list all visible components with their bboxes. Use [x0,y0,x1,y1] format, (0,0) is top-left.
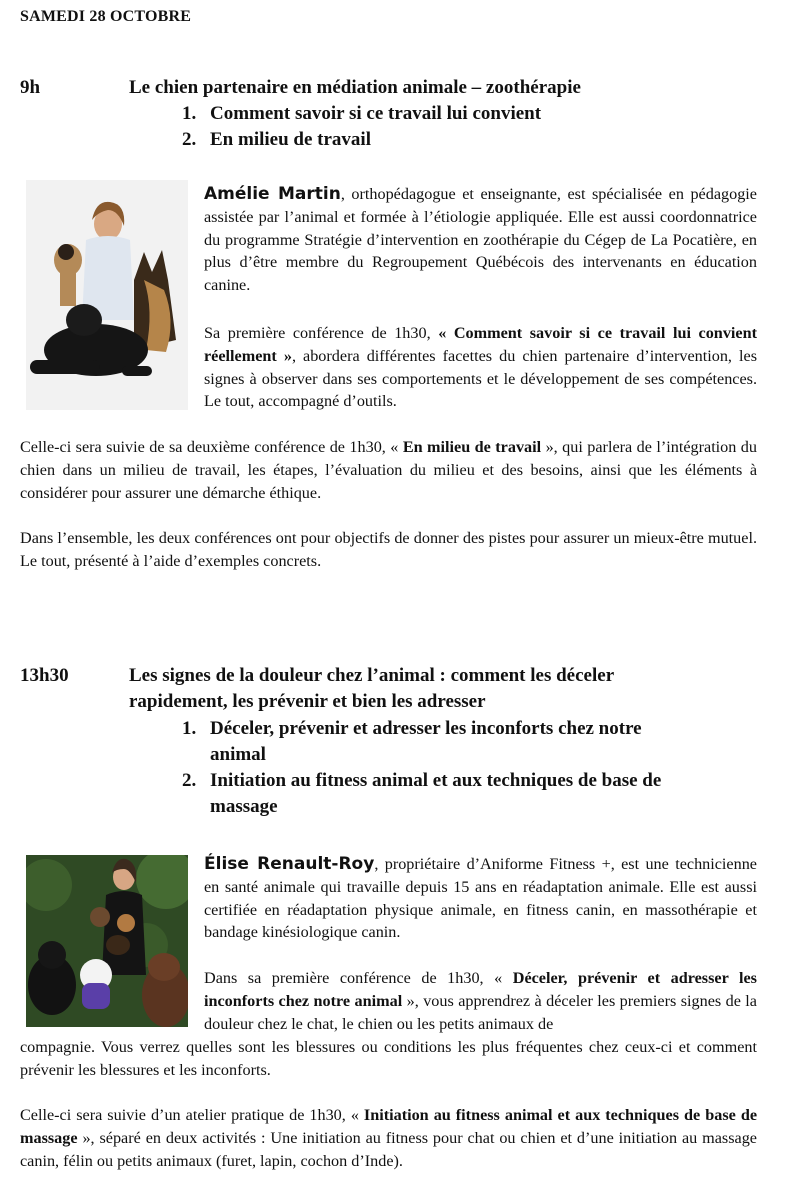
session-1-paragraph-3: Celle-ci sera suivie de sa deuxième conférence de 1h30, « En milieu de travail », qui parlera de l’intégration du chien dans un milieu de travail, les étapes, l’évaluation du milieu et des besoins, ainsi que les éléments à considérer pour assurer une démarche éthique. [20,438,757,502]
session-2-paragraph-3: Celle-ci sera suivie d’un atelier pratique de 1h30, « Initiation au fitness animal et aux techniques de base de massage », séparé en deux activités : Une initiation au fitness pour chat ou chien et d’une initiation au massage canin, félin ou petits animaux (furet, lapin, cochon d’Inde). [20,1106,758,1170]
speaker-name-elise: Élise Renault-Roy [204,854,375,874]
session-2-list [182,716,661,820]
session-2-title: Les signes de la douleur chez l’animal : comment les déceler rapidement, les prévenir et bien les adresser [129,665,615,712]
speaker-photo-amelie [26,180,188,410]
session-1-item-2: 2. En milieu de travail [182,129,371,150]
session-2-paragraph-2: Dans sa première conférence de 1h30, « Déceler, prévenir et adresser les inconforts chez notre animal », vous apprendrez à déceler les premiers signes de la douleur chez le chat, le chien ou les petits animaux de [204,969,757,1033]
session-1-item-1: 1. Comment savoir si ce travail lui convient [182,103,542,124]
session-2-item-1: 1. Déceler, prévenir et adresser les inconforts chez notre animal [182,718,642,765]
speaker-photo-elise [26,855,188,1027]
session-1-paragraph-2: Sa première conférence de 1h30, « Comment savoir si ce travail lui convient réellement », abordera différentes facettes du chien partenaire d’intervention, les signes à observer dans ses comportements et le développement de ses compétences. Le tout, accompagné d’outils. [204,324,757,411]
session-1-title: Le chien partenaire en médiation animale – zoothérapie [129,77,581,98]
session-2-bio: Élise Renault-Roy, propriétaire d’Aniforme Fitness +, est une technicienne en santé animale qui travaille depuis 15 ans en réadaptation animale. Elle est aussi certifiée en réadaptation physique animale, en fitness canin, en massothérapie et bandage kinésiologique canin. [204,854,757,942]
session-2-paragraph-2-continued: compagnie. Vous verrez quelles sont les blessures ou conditions les plus fréquentes chez ceux-ci et comment prévenir les blessures et les inconforts. [20,1038,757,1079]
speaker-name-amelie: Amélie Martin [204,184,341,204]
session-1-list [182,101,541,153]
session-2-time: 13h30 [20,665,69,686]
session-1-time: 9h [20,77,41,98]
session-1-bio: Amélie Martin, orthopédagogue et enseignante, est spécialisée en pédagogie assistée par l’animal et formée à l’étiologie appliquée. Elle est aussi coordonnatrice du programme Stratégie d’intervention en zoothérapie du Cégep de La Pocatière, en plus d’être membre du Regroupement Québécois des intervenants en éducation canine. [204,184,757,295]
dogs-outdoor-photo-illustration [26,855,188,1027]
dogs-photo-illustration [26,180,188,410]
session-1-paragraph-4: Dans l’ensemble, les deux conférences ont pour objectifs de donner des pistes pour assurer un mieux-être mutuel. Le tout, présenté à l’aide d’exemples concrets. [20,529,757,570]
page-date: SAMEDI 28 OCTOBRE [20,8,192,25]
session-2-item-2: 2. Initiation au fitness animal et aux techniques de base de massage [182,770,662,817]
